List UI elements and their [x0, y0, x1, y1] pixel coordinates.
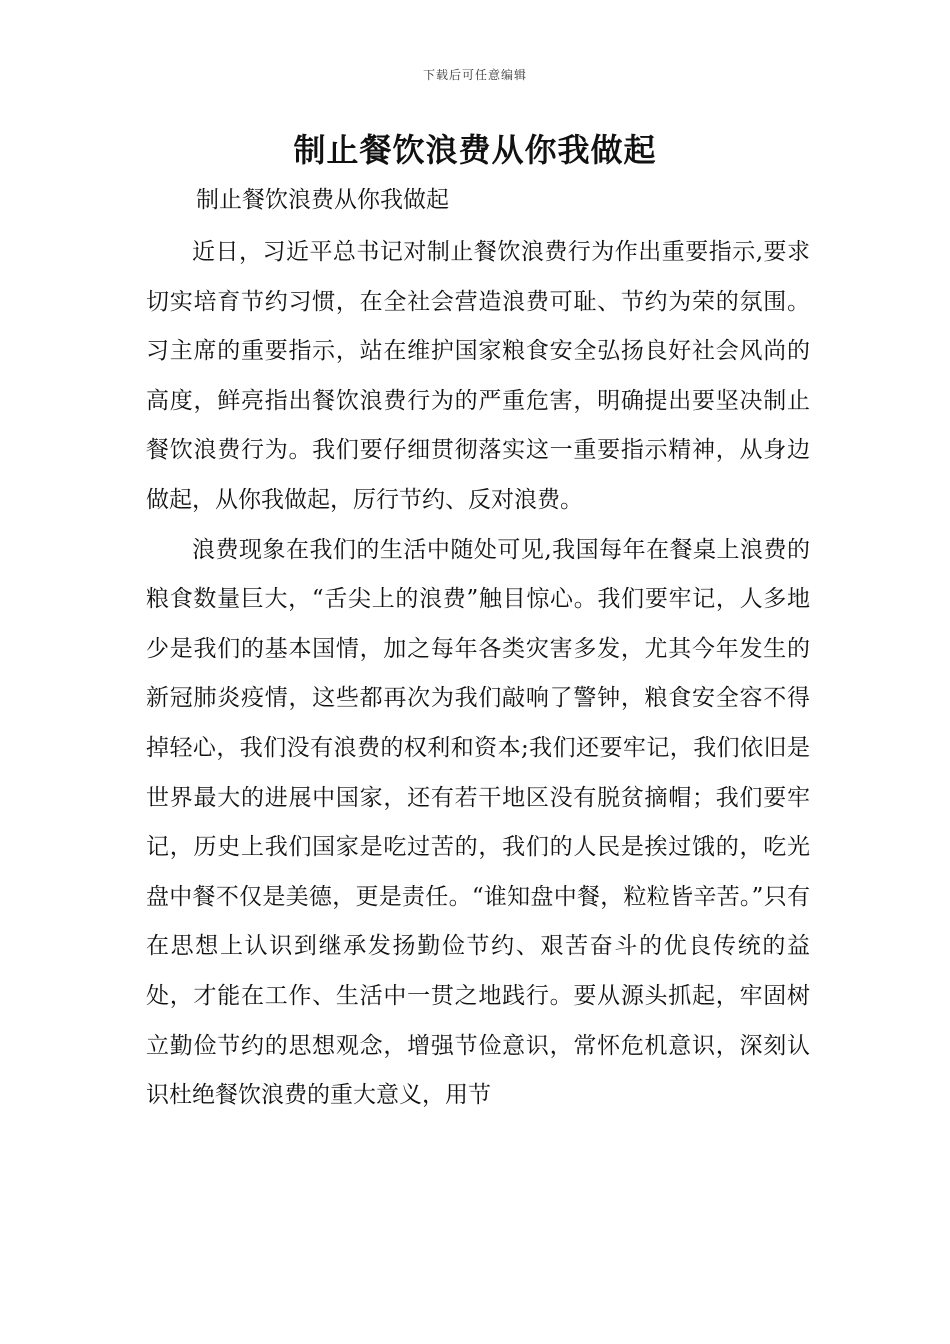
- document-title: 制止餐饮浪费从你我做起: [293, 131, 657, 169]
- header-note: 下载后可任意编辑: [422, 68, 527, 82]
- body-paragraph: 浪费现象在我们的生活中随处可见,我国每年在餐桌上浪费的粮食数量巨大，“舌尖上的浪费”触目惊心。我们要牢记，人多地少是我们的基本国情，加之每年各类灾害多发，尤其今年发生的新冠肺炎疫情，这些都再次为我们敲响了警钟，粮食安全容不得掉轻心，我们没有浪费的权利和资本;我们还要牢记，我们依旧是世界最大的进展中国家，还有若干地区没有脱贫摘帽；我们要牢记，历史上我们国家是吃过苦的，我们的人民是挨过饿的，吃光盘中餐不仅是美德，更是责任。“谁知盘中餐，粒粒皆辛苦。”只有在思想上认识到继承发扬勤俭节约、艰苦奋斗的优良传统的益处，才能在工作、生活中一贯之地践行。要从源头抓起，牢固树立勤俭节约的思想观念，增强节俭意识，常怀危机意识，深刻认识杜绝餐饮浪费的重大意义，用节: [146, 536, 810, 1109]
- body-paragraph: 近日，习近平总书记对制止餐饮浪费行为作出重要指示,要求切实培育节约习惯，在全社会营造浪费可耻、节约为荣的氛围。习主席的重要指示，站在维护国家粮食安全弘扬良好社会风尚的高度，鲜亮指出餐饮浪费行为的严重危害，明确提出要坚决制止餐饮浪费行为。我们要仔细贯彻落实这一重要指示精神，从身边做起，从你我做起，厉行节约、反对浪费。: [146, 239, 810, 513]
- document-subtitle: 制止餐饮浪费从你我做起: [196, 187, 449, 213]
- document-body: [146, 228, 810, 1121]
